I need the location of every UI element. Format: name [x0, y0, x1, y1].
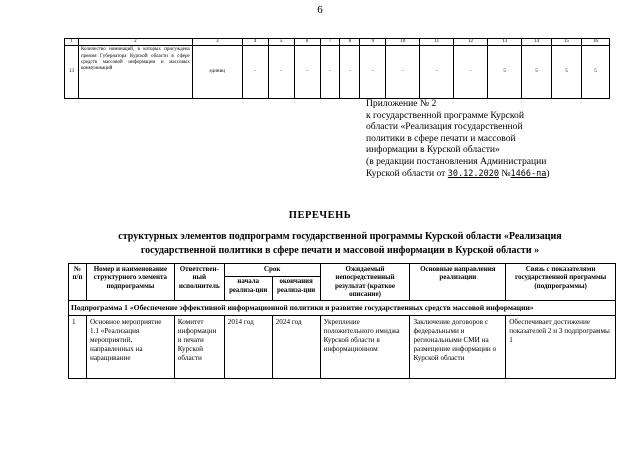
col-number: 1 — [65, 39, 79, 46]
col-number: 3 — [192, 39, 242, 46]
row-number: 1 — [69, 316, 87, 379]
header-term: Срок — [224, 264, 320, 277]
appendix-line: области «Реализация государственной — [366, 121, 523, 133]
indicator-value: - — [386, 46, 420, 99]
decree-number: 1466-па — [510, 168, 547, 179]
element-start: 2014 год — [224, 316, 272, 379]
indicator-value: - — [268, 46, 294, 99]
indicator-value: 5 — [488, 46, 522, 99]
col-number: 13 — [488, 39, 522, 46]
col-number: 10 — [386, 39, 420, 46]
document-subtitle — [60, 230, 620, 257]
subtitle-line: структурных элементов подпрограмм государственной программы Курской области «Реализация — [118, 231, 562, 242]
decree-number-prefix: № — [498, 167, 511, 179]
col-number: 16 — [581, 39, 609, 46]
element-responsible: Комитет информации и печати Курской области — [174, 316, 224, 379]
page-number: 6 — [317, 4, 323, 16]
element-end: 2024 год — [272, 316, 320, 379]
header-directions: Основные направления реализации — [410, 264, 506, 301]
col-number: 11 — [420, 39, 454, 46]
element-link: Обеспечивает достижение показателей 2 и 3 подпрограммы 1 — [506, 316, 616, 379]
appendix-line: к государственной программе Курской — [366, 109, 524, 121]
structural-elements-table — [68, 263, 616, 379]
decree-date: 30.12.2020 — [447, 168, 499, 179]
indicator-value: - — [242, 46, 268, 99]
indicator-unit: единиц — [192, 46, 242, 99]
row-number: 13 — [65, 46, 79, 99]
table-row — [69, 316, 616, 379]
indicator-value: 5 — [551, 46, 581, 99]
indicator-value: - — [420, 46, 454, 99]
header-term-end: окончания реализа-ции — [272, 277, 320, 300]
indicator-value: - — [360, 46, 386, 99]
indicator-value: - — [320, 46, 340, 99]
column-number-row — [65, 39, 610, 46]
col-number: 12 — [454, 39, 488, 46]
indicator-description: Количество номинаций, в которых присуждена премия Губернатора Курской области в сфере средств массовой информации и массовых коммуникаций — [78, 46, 192, 99]
indicator-value: - — [454, 46, 488, 99]
header-link: Связь с показателями государственной программы (подпрограммы) — [506, 264, 616, 301]
element-name: Основное мероприятие 1.1 «Реализация мероприятий, направленных на наращивание — [86, 316, 174, 379]
col-number: 7 — [320, 39, 340, 46]
col-number: 5 — [268, 39, 294, 46]
document-title: ПЕРЕЧЕНЬ — [288, 210, 352, 221]
decree-prefix: Курской области от — [366, 167, 448, 179]
header-responsible: Ответствен-ный исполнитель — [174, 264, 224, 301]
header-result: Ожидаемый непосредственный результат (краткое описание) — [320, 264, 410, 301]
indicator-value: 5 — [522, 46, 552, 99]
element-result: Укрепление положительного имиджа Курской области в информационном — [320, 316, 410, 379]
header-row — [69, 264, 616, 277]
col-number: 2 — [78, 39, 192, 46]
indicator-value: - — [294, 46, 320, 99]
appendix-line: политики в сфере печати и массовой — [366, 132, 516, 144]
appendix-decree-line — [366, 168, 616, 181]
col-number: 9 — [360, 39, 386, 46]
indicator-value: 5 — [581, 46, 609, 99]
col-number: 14 — [522, 39, 552, 46]
appendix-line: (в редакции постановления Администрации — [366, 155, 547, 167]
subprogram-title: Подпрограмма 1 «Обеспечение эффективной информационной политики и развитие государственных средств массовой информации» — [69, 300, 616, 315]
indicators-table-fragment — [64, 38, 610, 99]
appendix-line: Приложение № 2 — [366, 98, 437, 109]
table-row — [65, 46, 610, 99]
indicator-value: - — [340, 46, 360, 99]
subprogram-row — [69, 300, 616, 315]
element-directions: Заключение договоров с федеральными и региональными СМИ на размещение информации о Курской области — [410, 316, 506, 379]
col-number: 6 — [294, 39, 320, 46]
subtitle-line: государственной политики в сфере печати и массовой информации в Курской области » — [140, 244, 540, 256]
appendix-note — [366, 98, 616, 180]
header-term-start: начала реализа-ции — [224, 277, 272, 300]
col-number: 15 — [551, 39, 581, 46]
decree-close: ) — [546, 167, 550, 179]
col-number: 4 — [242, 39, 268, 46]
header-num: № п/п — [69, 264, 87, 301]
appendix-line: информации в Курской области» — [366, 144, 500, 156]
header-name: Номер и наименование структурного элемента подпрограммы — [86, 264, 174, 301]
col-number: 8 — [340, 39, 360, 46]
